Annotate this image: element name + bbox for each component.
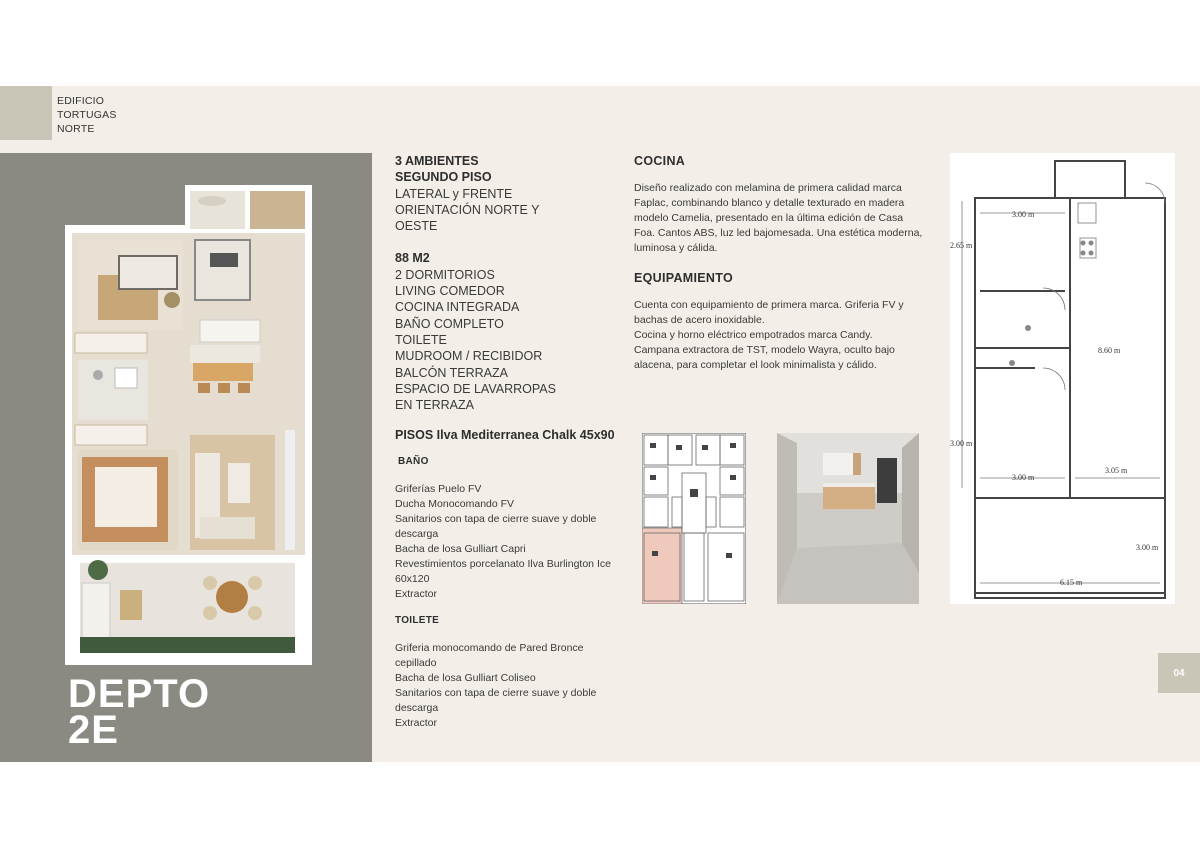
feature-item: TOILETE bbox=[395, 332, 447, 347]
feature-item: BALCÓN TERRAZA bbox=[395, 365, 508, 380]
cocina-heading: COCINA bbox=[634, 154, 686, 168]
unit-title-line2: 2E bbox=[68, 708, 119, 752]
feature-item: LIVING COMEDOR bbox=[395, 284, 505, 299]
kitchen-column bbox=[634, 153, 924, 373]
dim-label: 3.05 m bbox=[1105, 466, 1128, 475]
toilete-heading: TOILETE bbox=[395, 615, 440, 627]
toilete-item: Sanitarios con tapa de cierre suave y doble bbox=[395, 687, 597, 700]
cocina-text: Diseño realizado con melamina de primera calidad marca Faplac, combinando blanco y detalle texturado en madera modelo Camelia, presentado en la última edición de Casa Foa. Cantos ABS, luz led bajomesada. Una estética moderna, luminosa y cálida. bbox=[634, 182, 923, 254]
dim-label: 8.60 m bbox=[1098, 346, 1121, 355]
unit-title bbox=[68, 672, 211, 752]
unit-specs-column bbox=[395, 153, 625, 731]
header-accent-tab bbox=[0, 86, 52, 140]
feature-item: MUDROOM / RECIBIDOR bbox=[395, 349, 543, 364]
bano-item: Revestimientos porcelanato Ilva Burlington Ice bbox=[395, 558, 611, 571]
technical-floor-plan bbox=[950, 153, 1175, 604]
bano-item: descarga bbox=[395, 528, 439, 541]
bano-heading: BAÑO bbox=[398, 456, 429, 468]
brand-line: EDIFICIO bbox=[57, 95, 105, 107]
feature-item: BAÑO COMPLETO bbox=[395, 316, 504, 331]
ambientes-heading: 3 AMBIENTES bbox=[395, 154, 479, 168]
equipamiento-line: Campana extractora de TST, modelo Wayra, oculto bajo alacena, para completar el look minimalista y cálido. bbox=[634, 344, 895, 371]
bano-item: Sanitarios con tapa de cierre suave y doble bbox=[395, 513, 597, 526]
dim-label: 6.15 m bbox=[1060, 578, 1083, 587]
rendered-floor-plan-image bbox=[60, 185, 320, 665]
bano-item: Ducha Monocomando FV bbox=[395, 498, 515, 511]
dim-label: 3.00 m bbox=[1012, 210, 1035, 219]
dim-label: 2.65 m bbox=[950, 241, 973, 250]
feature-item: ESPACIO DE LAVARROPAS bbox=[395, 381, 556, 396]
bano-item: Griferías Puelo FV bbox=[395, 483, 482, 496]
flooring-heading: PISOS Ilva Mediterranea Chalk 45x90 bbox=[395, 428, 615, 443]
feature-item: 2 DORMITORIOS bbox=[395, 267, 495, 282]
summary-line: OESTE bbox=[395, 219, 438, 234]
dim-label: 3.00 m bbox=[1012, 473, 1035, 482]
equipamiento-line: Cocina y horno eléctrico empotrados marca Candy. bbox=[634, 329, 873, 341]
area-heading: 88 M2 bbox=[395, 251, 430, 266]
toilete-item: Griferia monocomando de Pared Bronce cepillado bbox=[395, 642, 584, 670]
feature-item: EN TERRAZA bbox=[395, 398, 474, 413]
bano-item: Extractor bbox=[395, 588, 438, 601]
toilete-item: Extractor bbox=[395, 717, 438, 730]
dim-label: 3.00 m bbox=[950, 439, 973, 448]
summary-line: ORIENTACIÓN NORTE Y bbox=[395, 202, 540, 217]
dim-label: 3.00 m bbox=[1136, 543, 1159, 552]
building-name bbox=[57, 94, 117, 136]
floor-heading: SEGUNDO PISO bbox=[395, 170, 492, 185]
equipamiento-heading: EQUIPAMIENTO bbox=[634, 271, 733, 285]
toilete-item: Bacha de losa Gulliart Coliseo bbox=[395, 672, 536, 685]
brand-line: TORTUGAS bbox=[57, 109, 117, 121]
interior-photo bbox=[777, 433, 919, 604]
bano-item: 60x120 bbox=[395, 573, 430, 586]
brand-line: NORTE bbox=[57, 123, 95, 135]
page-number: 04 bbox=[1158, 653, 1200, 693]
equipamiento-line: Cuenta con equipamiento de primera marca. Griferia FV y bachas de acero inoxidable. bbox=[634, 299, 904, 326]
bano-item: Bacha de losa Gulliart Capri bbox=[395, 543, 526, 556]
summary-line: LATERAL y FRENTE bbox=[395, 186, 513, 201]
toilete-item: descarga bbox=[395, 702, 439, 715]
unit-title-line1: DEPTO bbox=[68, 672, 211, 716]
building-key-plan bbox=[642, 433, 746, 604]
feature-item: COCINA INTEGRADA bbox=[395, 300, 520, 315]
